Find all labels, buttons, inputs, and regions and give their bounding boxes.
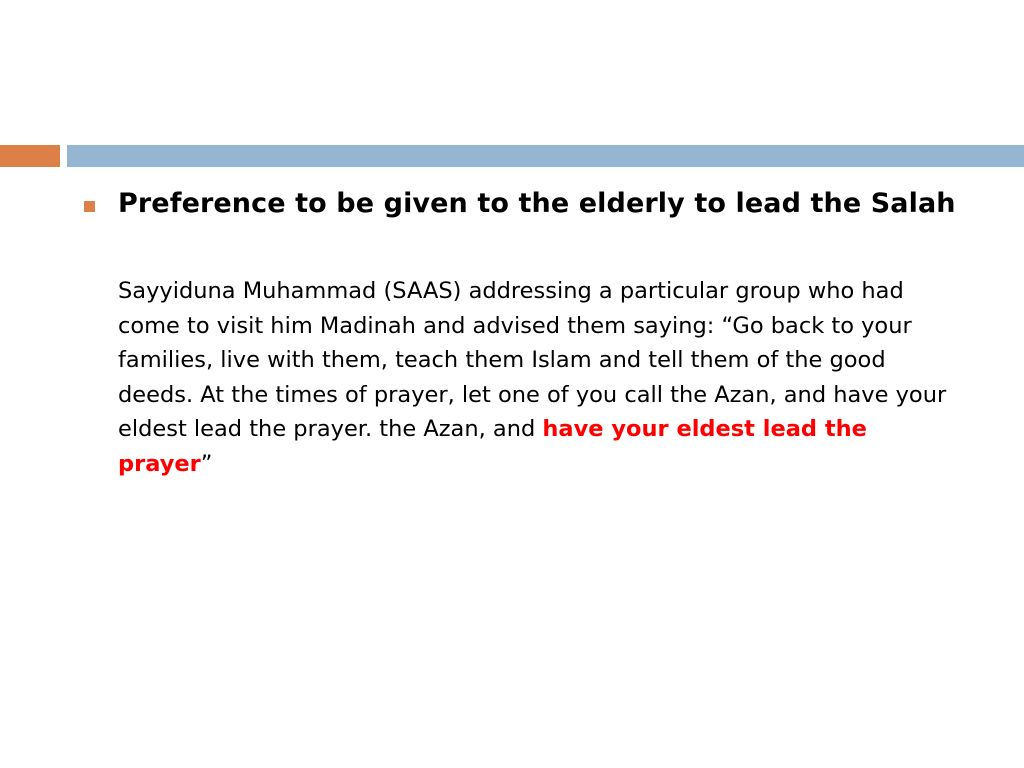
closing-quote: ” (200, 450, 213, 477)
header-accent-bar-orange (0, 145, 60, 167)
bullet-heading: Preference to be given to the elderly to lead the Salah (118, 188, 956, 219)
slide-content (84, 186, 964, 481)
bullet-item (84, 186, 964, 222)
square-bullet-icon (84, 201, 95, 212)
body-paragraph (84, 274, 958, 481)
header-accent-bar-blue (67, 145, 1024, 167)
highlighted-text: have your eldest lead the prayer (118, 416, 867, 477)
body-text: Sayyiduna Muhammad (SAAS) addressing a particular group who had come to visit him Madinah and advised them saying: “Go back to your families, live with them, teach them Islam and tell them of the good deeds. At the times of prayer, let one of you call the Azan, and have your eldest lead the prayer. the Azan, and (118, 278, 947, 442)
